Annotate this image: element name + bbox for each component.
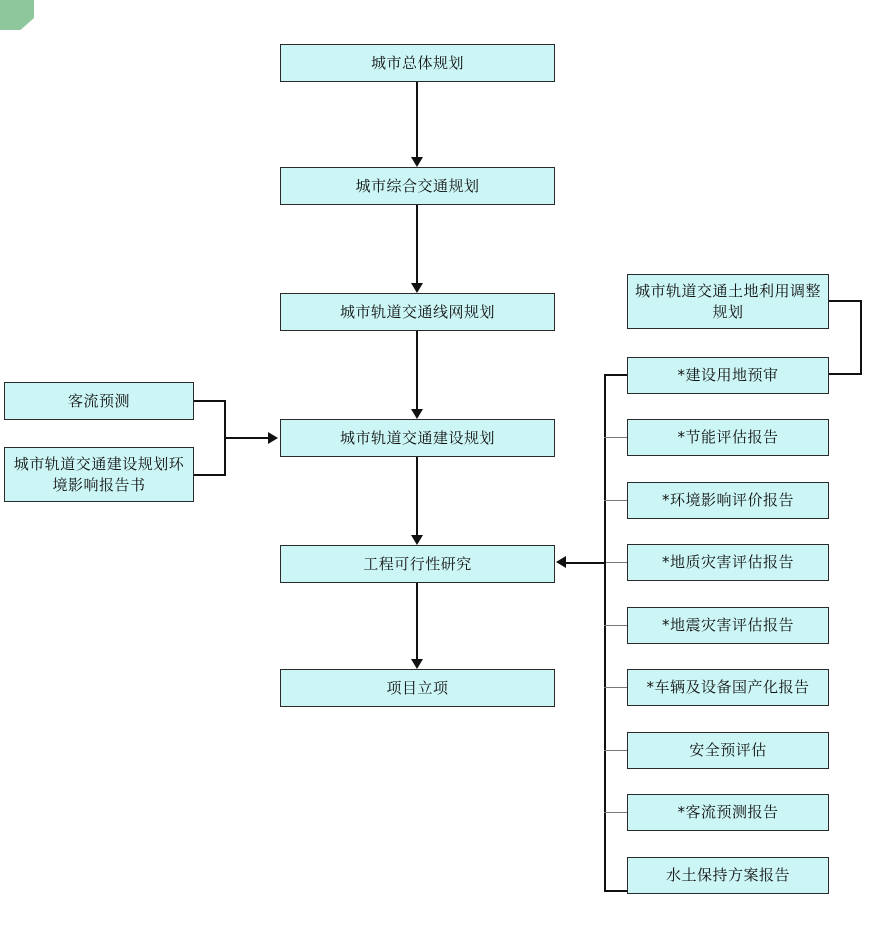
node-project-approval bbox=[280, 669, 555, 707]
connector-landuse-top bbox=[829, 300, 862, 302]
node-vehicle-equipment-localization-report bbox=[627, 669, 829, 706]
connector-landuse-right bbox=[860, 300, 862, 375]
node-label: 水土保持方案报告 bbox=[665, 866, 790, 885]
node-label: 城市轨道交通建设规划 bbox=[339, 428, 495, 447]
connector-stub-r3 bbox=[604, 500, 629, 501]
node-construction-land-preapproval bbox=[627, 357, 829, 394]
arrow-n3-n4 bbox=[411, 409, 423, 419]
node-comprehensive-transport-plan bbox=[280, 167, 555, 205]
connector-right-to-n5 bbox=[566, 562, 606, 564]
node-label: 项目立项 bbox=[386, 678, 449, 697]
node-label: 城市轨道交通线网规划 bbox=[339, 302, 495, 321]
arrow-n5-n6 bbox=[411, 659, 423, 669]
node-rail-construction-plan bbox=[280, 419, 555, 457]
arrow-n2-n3 bbox=[411, 283, 423, 293]
node-city-master-plan bbox=[280, 44, 555, 82]
connector-n2-n3 bbox=[416, 205, 418, 283]
connector-n1-n2 bbox=[416, 82, 418, 157]
connector-left-环评报告书 bbox=[194, 474, 226, 476]
node-label: *地震灾害评估报告 bbox=[661, 616, 794, 635]
arrow-n1-n2 bbox=[411, 157, 423, 167]
connector-landuse-bottom bbox=[829, 373, 862, 375]
connector-n4-n5 bbox=[416, 457, 418, 535]
node-label: 城市综合交通规划 bbox=[355, 176, 480, 195]
connector-stub-r6 bbox=[604, 687, 629, 688]
connector-n5-n6 bbox=[416, 583, 418, 659]
node-feasibility-study bbox=[280, 545, 555, 583]
node-label: 城市轨道交通建设规划环境影响报告书 bbox=[13, 455, 185, 494]
arrow-right-to-n5 bbox=[556, 556, 566, 568]
connector-left-to-n4 bbox=[224, 437, 270, 439]
connector-left-客流预测 bbox=[194, 400, 226, 402]
node-label: *建设用地预审 bbox=[677, 366, 779, 385]
node-label: 城市总体规划 bbox=[370, 53, 464, 72]
connector-stub-r7 bbox=[604, 750, 629, 751]
node-label: 安全预评估 bbox=[689, 741, 767, 760]
node-land-use-adjustment-plan bbox=[627, 274, 829, 329]
connector-n3-n4 bbox=[416, 331, 418, 409]
corner-watermark bbox=[0, 0, 34, 30]
connector-right-trunk-bottom bbox=[604, 890, 629, 892]
node-passenger-flow-forecast bbox=[4, 382, 194, 420]
node-label: 工程可行性研究 bbox=[363, 554, 472, 573]
node-energy-saving-assessment bbox=[627, 419, 829, 456]
node-label: 城市轨道交通土地利用调整规划 bbox=[634, 282, 821, 321]
node-label: *环境影响评价报告 bbox=[661, 491, 794, 510]
node-label: *节能评估报告 bbox=[677, 428, 779, 447]
connector-stub-r1 bbox=[604, 374, 629, 376]
arrow-n4-n5 bbox=[411, 535, 423, 545]
node-label: *车辆及设备国产化报告 bbox=[646, 678, 810, 697]
connector-stub-r2 bbox=[604, 437, 629, 438]
node-eia-report-of-construction-plan bbox=[4, 447, 194, 502]
connector-stub-r8 bbox=[604, 812, 629, 813]
node-label: *客流预测报告 bbox=[677, 803, 779, 822]
node-label: 客流预测 bbox=[67, 391, 130, 410]
node-safety-pre-assessment bbox=[627, 732, 829, 769]
node-soil-water-conservation-plan-report bbox=[627, 857, 829, 894]
node-geological-hazard-assessment bbox=[627, 544, 829, 581]
arrow-left-to-n4 bbox=[268, 432, 278, 444]
connector-stub-r4 bbox=[604, 562, 629, 563]
connector-stub-r5 bbox=[604, 625, 629, 626]
node-seismic-hazard-assessment bbox=[627, 607, 829, 644]
node-label: *地质灾害评估报告 bbox=[661, 553, 794, 572]
node-environmental-impact-assessment bbox=[627, 482, 829, 519]
node-rail-network-plan bbox=[280, 293, 555, 331]
connector-right-trunk bbox=[604, 374, 606, 892]
node-passenger-flow-forecast-report bbox=[627, 794, 829, 831]
